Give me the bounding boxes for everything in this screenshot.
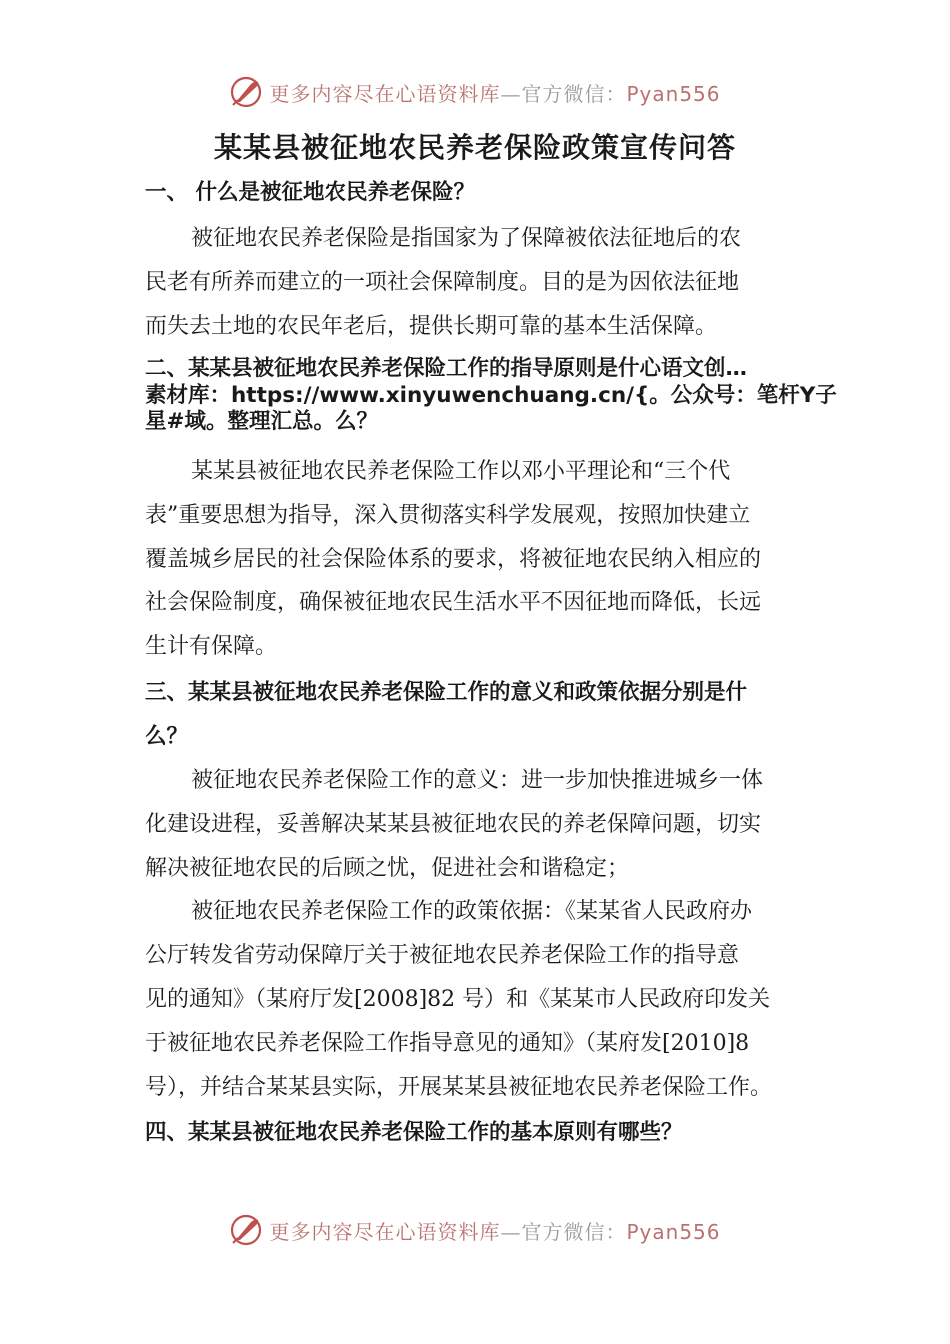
paragraph-line: 生计有保障。 [145, 634, 278, 660]
section-2-heading [145, 354, 835, 435]
paragraph-line: 覆盖城乡居民的社会保险体系的要求，将被征地农民纳入相应的 [145, 546, 762, 572]
section-1-body [145, 217, 835, 348]
paragraph-line: 某某县被征地农民养老保险工作以邓小平理论和“三个代 [191, 459, 731, 484]
heading-line: 二、某某县被征地农民养老保险工作的指导原则是什心语文创… [145, 356, 748, 381]
footer-watermark [0, 1210, 950, 1250]
quill-in-circle-icon [229, 75, 263, 109]
paragraph-line: 于被征地农民养老保险工作指导意见的通知》（某府发[2010]8 [145, 1030, 750, 1056]
paragraph-line: 表”重要思想为指导，深入贯彻落实科学发展观，按照加快建立 [145, 502, 751, 528]
section-heading: 四、某某县被征地农民养老保险工作的基本原则有哪些？ [145, 1120, 683, 1145]
paragraph-line: 解决被征地农民的后顾之忧，促进社会和谐稳定； [145, 855, 630, 881]
heading-line: 星#域。整理汇总。么？ [145, 409, 379, 434]
quill-in-circle-icon [229, 1213, 263, 1247]
heading-line: 三、某某县被征地农民养老保险工作的意义和政策依据分别是什 [145, 680, 748, 705]
heading-line: 素材库：https://www.xinyuwenchuang.cn/{。公众号：笔杆Y子 [145, 383, 837, 408]
heading-line: 么？ [145, 724, 189, 749]
section-3-heading [145, 671, 835, 759]
banner-text: 更多内容尽在心语资料库—官方微信：Pyan556 [269, 81, 721, 106]
paragraph-line: 号），并结合某某县实际，开展某某县被征地农民养老保险工作。 [145, 1074, 773, 1100]
paragraph-line: 被征地农民养老保险工作的政策依据：《某某省人民政府办 [191, 899, 753, 925]
paragraph-line: 见的通知》（某府厅发[2008]82 号）和《某某市人民政府印发关 [145, 986, 771, 1012]
paragraph-line: 化建设进程，妥善解决某某县被征地农民的养老保障问题，切实 [145, 811, 762, 837]
section-2-body [145, 450, 835, 669]
section-1 [145, 176, 835, 210]
section-3-body [145, 759, 835, 1109]
header-watermark [0, 72, 950, 112]
paragraph-line: 被征地农民养老保险是指国家为了保障被依法征地后的农 [191, 226, 742, 251]
paragraph-line: 公厅转发省劳动保障厅关于被征地农民养老保险工作的指导意 [145, 943, 740, 969]
section-4 [145, 1113, 835, 1153]
paragraph-line: 被征地农民养老保险工作的意义：进一步加快推进城乡一体 [191, 768, 764, 793]
section-heading: 一、 什么是被征地农民养老保险？ [145, 180, 475, 205]
banner-text: 更多内容尽在心语资料库—官方微信：Pyan556 [269, 1219, 721, 1244]
paragraph-line: 民老有所养而建立的一项社会保障制度。目的是为因依法征地 [145, 269, 740, 295]
paragraph-line: 社会保险制度，确保被征地农民生活水平不因征地而降低，长远 [145, 590, 762, 616]
document-title: 某某县被征地农民养老保险政策宣传问答 [213, 131, 736, 164]
paragraph-line: 而失去土地的农民年老后，提供长期可靠的基本生活保障。 [145, 313, 718, 339]
